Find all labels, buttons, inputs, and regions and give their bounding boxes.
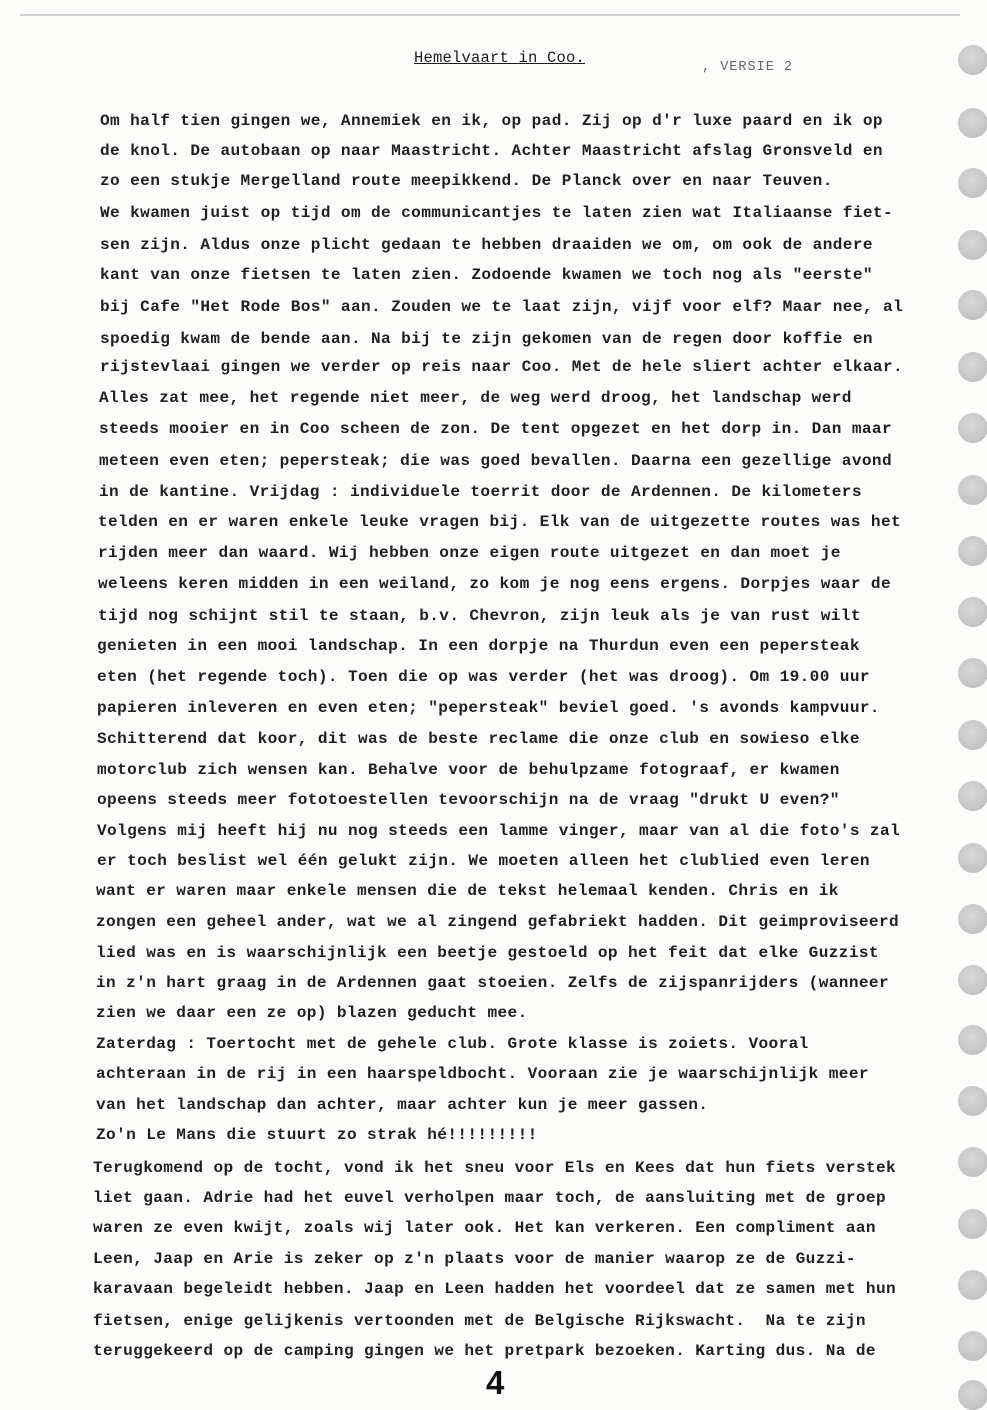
text-line: lied was en is waarschijnlijk een beetje gestoeld op het feit dat elke Guzzist (96, 944, 879, 962)
text-line: telden en er waren enkele leuke vragen bij. Elk van de uitgezette routes was het (98, 513, 902, 531)
punch-hole (958, 658, 987, 688)
text-line: sen zijn. Aldus onze plicht gedaan te hebben draaiden we om, om ook de andere (100, 236, 873, 254)
punch-hole (958, 536, 987, 566)
punch-hole (958, 1147, 987, 1177)
text-line: kant van onze fietsen te laten zien. Zodoende kwamen we toch nog als "eerste" (100, 266, 873, 284)
text-line: van het landschap dan achter, maar achter kun je meer gassen. (96, 1096, 709, 1114)
text-line: want er waren maar enkele mensen die de tekst helemaal kenden. Chris en ik (96, 882, 839, 900)
text-line: papieren inleveren en even eten; "pepersteak" beviel goed. 's avonds kampvuur. (97, 699, 880, 717)
text-line: er toch beslist wel één gelukt zijn. We moeten alleen het clublied even leren (97, 852, 870, 870)
text-line: liet gaan. Adrie had het euvel verholpen maar toch, de aansluiting met de groep (93, 1189, 886, 1207)
text-line: rijstevlaai gingen we verder op reis naar Coo. Met de hele sliert achter elkaar. (100, 358, 904, 376)
text-line: teruggekeerd op de camping gingen we het pretpark bezoeken. Karting dus. Na de (93, 1342, 876, 1360)
text-line: Alles zat mee, het regende niet meer, de weg werd droog, het landschap werd (99, 389, 852, 407)
text-line: rijden meer dan waard. Wij hebben onze eigen route uitgezet en dan moet je (98, 544, 841, 562)
punch-hole (958, 781, 987, 811)
text-line: zien we daar een ze op) blazen geducht mee. (96, 1004, 528, 1022)
text-line: de knol. De autobaan op naar Maastricht. Achter Maastricht afslag Gronsveld en (100, 142, 883, 160)
punch-hole (958, 1270, 987, 1300)
punch-hole (958, 843, 987, 873)
text-line: eten (het regende toch). Toen die op was verder (het was droog). Om 19.00 uur (97, 668, 870, 686)
text-line: Zaterdag : Toertocht met de gehele club. Grote klasse is zoiets. Vooral (96, 1035, 809, 1053)
text-line: We kwamen juist op tijd om de communicantjes te laten zien wat Italiaanse fiet- (100, 204, 893, 222)
text-line: Om half tien gingen we, Annemiek en ik, op pad. Zij op d'r luxe paard en ik op (100, 112, 883, 130)
text-line: in z'n hart graag in de Ardennen gaat stoeien. Zelfs de zijspanrijders (wanneer (96, 974, 889, 992)
text-line: fietsen, enige gelijkenis vertoonden met de Belgische Rijkswacht. Na te zijn (93, 1312, 866, 1330)
text-line: Zo'n Le Mans die stuurt zo strak hé!!!!!!!!! (96, 1126, 538, 1144)
punch-hole (958, 290, 987, 320)
text-line: spoedig kwam de bende aan. Na bij te zijn gekomen van de regen door koffie en (100, 330, 873, 348)
text-line: weleens keren midden in een weiland, zo kom je nog eens ergens. Dorpjes waar de (98, 575, 891, 593)
top-edge-rule (20, 14, 960, 16)
text-line: motorclub zich wensen kan. Behalve voor de behulpzame fotograaf, er kwamen (97, 761, 840, 779)
punch-hole (958, 230, 987, 260)
punch-hole (958, 108, 987, 138)
text-line: Volgens mij heeft hij nu nog steeds een lamme vinger, maar van al die foto's zal (97, 822, 901, 840)
punch-hole (958, 965, 987, 995)
punch-hole (958, 1025, 987, 1055)
text-line: Leen, Jaap en Arie is zeker op z'n plaats voor de manier waarop ze de Guzzi- (93, 1250, 856, 1268)
punch-hole (958, 45, 987, 75)
text-line: zo een stukje Mergelland route meepikkend. De Planck over en naar Teuven. (100, 172, 833, 190)
punch-hole (958, 168, 987, 198)
punch-hole (958, 413, 987, 443)
text-line: opeens steeds meer fototoestellen tevoorschijn na de vraag "drukt U even?" (97, 791, 840, 809)
punch-hole (958, 1086, 987, 1116)
page-number: 4 (486, 1364, 505, 1401)
text-line: zongen een geheel ander, wat we al zingend gefabriekt hadden. Dit geimproviseerd (96, 913, 900, 931)
text-line: meteen even eten; pepersteak; die was goed bevallen. Daarna een gezellige avond (99, 452, 892, 470)
text-line: steeds mooier en in Coo scheen de zon. De tent opgezet en het dorp in. Dan maar (99, 420, 892, 438)
page-title: Hemelvaart in Coo. (414, 49, 586, 67)
text-line: achteraan in de rij in een haarspeldbocht. Vooraan zie je waarschijnlijk meer (96, 1065, 869, 1083)
text-line: karavaan begeleidt hebben. Jaap en Leen hadden het voordeel dat ze samen met hun (93, 1280, 897, 1298)
punch-hole (958, 352, 987, 382)
text-line: Terugkomend op de tocht, vond ik het sneu voor Els en Kees dat hun fiets verstek (93, 1159, 897, 1177)
text-line: Schitterend dat koor, dit was de beste reclame die onze club en sowieso elke (97, 730, 860, 748)
text-line: bij Cafe "Het Rode Bos" aan. Zouden we te laat zijn, vijf voor elf? Maar nee, al (100, 298, 904, 316)
punch-hole (958, 720, 987, 750)
punch-hole (958, 1209, 987, 1239)
text-line: in de kantine. Vrijdag : individuele toerrit door de Ardennen. De kilometers (99, 483, 862, 501)
version-stamp: , VERSIE 2 (702, 60, 794, 75)
text-line: waren ze even kwijt, zoals wij later ook. Het kan verkeren. Een compliment aan (93, 1219, 876, 1237)
punch-hole (958, 904, 987, 934)
punch-hole (958, 475, 987, 505)
punch-hole (958, 1331, 987, 1361)
punch-hole (958, 1380, 987, 1410)
punch-hole (958, 597, 987, 627)
text-line: genieten in een mooi landschap. In een dorpje na Thurdun even een pepersteak (97, 637, 860, 655)
text-line: tijd nog schijnt stil te staan, b.v. Chevron, zijn leuk als je van rust wilt (98, 607, 861, 625)
